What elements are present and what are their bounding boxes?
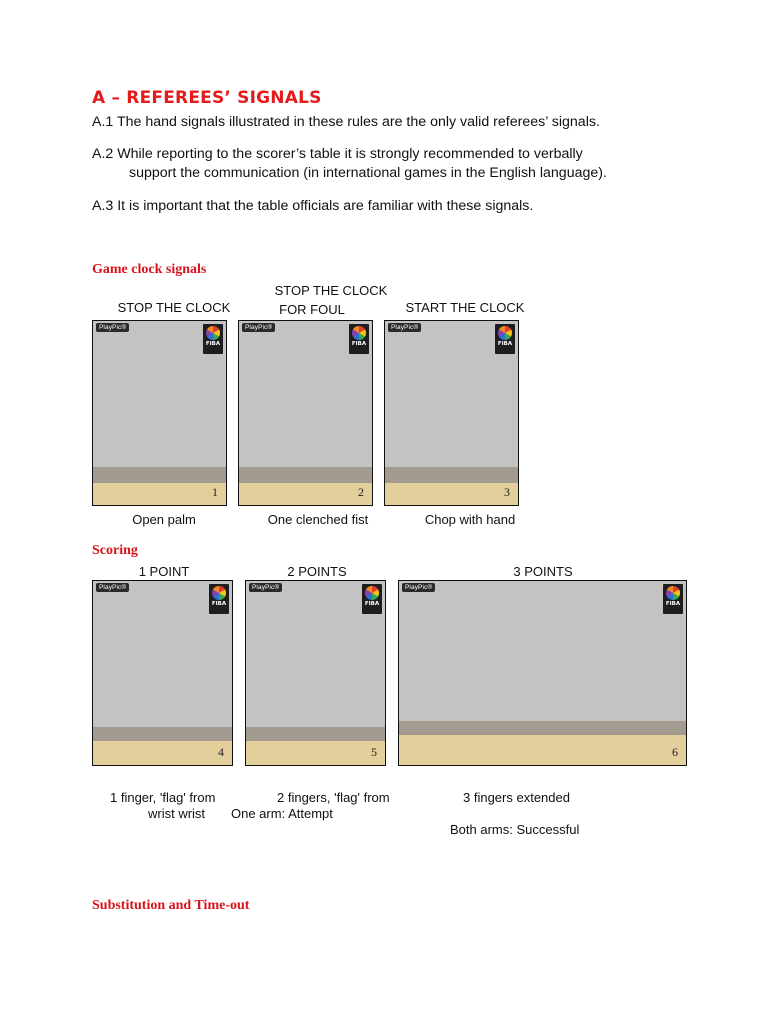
fiba-logo: FIBA xyxy=(209,584,229,614)
paragraph-a3: A.3 It is important that the table officials are familiar with these signals. xyxy=(92,198,534,214)
caption-1-point: 1 POINT xyxy=(138,564,190,579)
playpic-logo: PlayPic® xyxy=(242,323,275,332)
scoring-text-3-fingers: 3 fingers extended xyxy=(463,790,570,805)
caption-stop-the-clock: STOP THE CLOCK xyxy=(117,300,231,315)
signal-panel-5 xyxy=(245,580,386,766)
label-open-palm: Open palm xyxy=(132,512,196,527)
panel-number: 6 xyxy=(672,745,678,759)
panel-number: 2 xyxy=(358,485,364,499)
fiba-logo: FIBA xyxy=(362,584,382,614)
fiba-logo: FIBA xyxy=(349,324,369,354)
scoring-text-one-arm: One arm: Attempt xyxy=(231,806,333,821)
caption-stop-clock-foul-line1: STOP THE CLOCK xyxy=(274,283,388,298)
paragraph-a2-line2: support the communication (in international games in the English language). xyxy=(129,165,607,181)
signal-panel-4 xyxy=(92,580,233,766)
page-heading: A – REFEREES’ SIGNALS xyxy=(92,88,322,108)
panel-floor xyxy=(385,483,518,505)
panel-floor xyxy=(399,735,686,765)
playpic-logo: PlayPic® xyxy=(249,583,282,592)
panel-number: 3 xyxy=(504,485,510,499)
caption-start-the-clock: START THE CLOCK xyxy=(405,300,525,315)
fiba-logo: FIBA xyxy=(495,324,515,354)
signal-panel-3 xyxy=(384,320,519,506)
fiba-logo: FIBA xyxy=(203,324,223,354)
signal-panel-1 xyxy=(92,320,227,506)
caption-stop-clock-foul-line2: FOR FOUL xyxy=(279,302,345,317)
panel-number: 1 xyxy=(212,485,218,499)
paragraph-a2-line1: A.2 While reporting to the scorer’s table it is strongly recommended to verbally xyxy=(92,146,583,162)
caption-3-points: 3 POINTS xyxy=(513,564,573,579)
section-substitution: Substitution and Time-out xyxy=(92,898,250,913)
fiba-logo: FIBA xyxy=(663,584,683,614)
caption-2-points: 2 POINTS xyxy=(287,564,347,579)
scoring-text-wrist: wrist wrist xyxy=(148,806,206,821)
signal-panel-2 xyxy=(238,320,373,506)
playpic-logo: PlayPic® xyxy=(402,583,435,592)
scoring-text-1-finger: 1 finger, 'flag' from xyxy=(110,790,216,805)
signal-panel-6 xyxy=(398,580,687,766)
playpic-logo: PlayPic® xyxy=(96,583,129,592)
label-chop-with-hand: Chop with hand xyxy=(424,512,516,527)
panel-floor xyxy=(246,741,385,765)
panel-floor xyxy=(93,741,232,765)
scoring-text-both-arms: Both arms: Successful xyxy=(450,822,580,837)
scoring-text-2-fingers: 2 fingers, 'flag' from xyxy=(277,790,390,805)
playpic-logo: PlayPic® xyxy=(388,323,421,332)
playpic-logo: PlayPic® xyxy=(96,323,129,332)
panel-number: 4 xyxy=(218,745,224,759)
paragraph-a1: A.1 The hand signals illustrated in these rules are the only valid referees’ signals. xyxy=(92,114,600,130)
panel-floor xyxy=(93,483,226,505)
section-scoring: Scoring xyxy=(92,543,138,558)
panel-number: 5 xyxy=(371,745,377,759)
label-clenched-fist: One clenched fist xyxy=(267,512,369,527)
panel-floor xyxy=(239,483,372,505)
section-game-clock: Game clock signals xyxy=(92,262,207,277)
